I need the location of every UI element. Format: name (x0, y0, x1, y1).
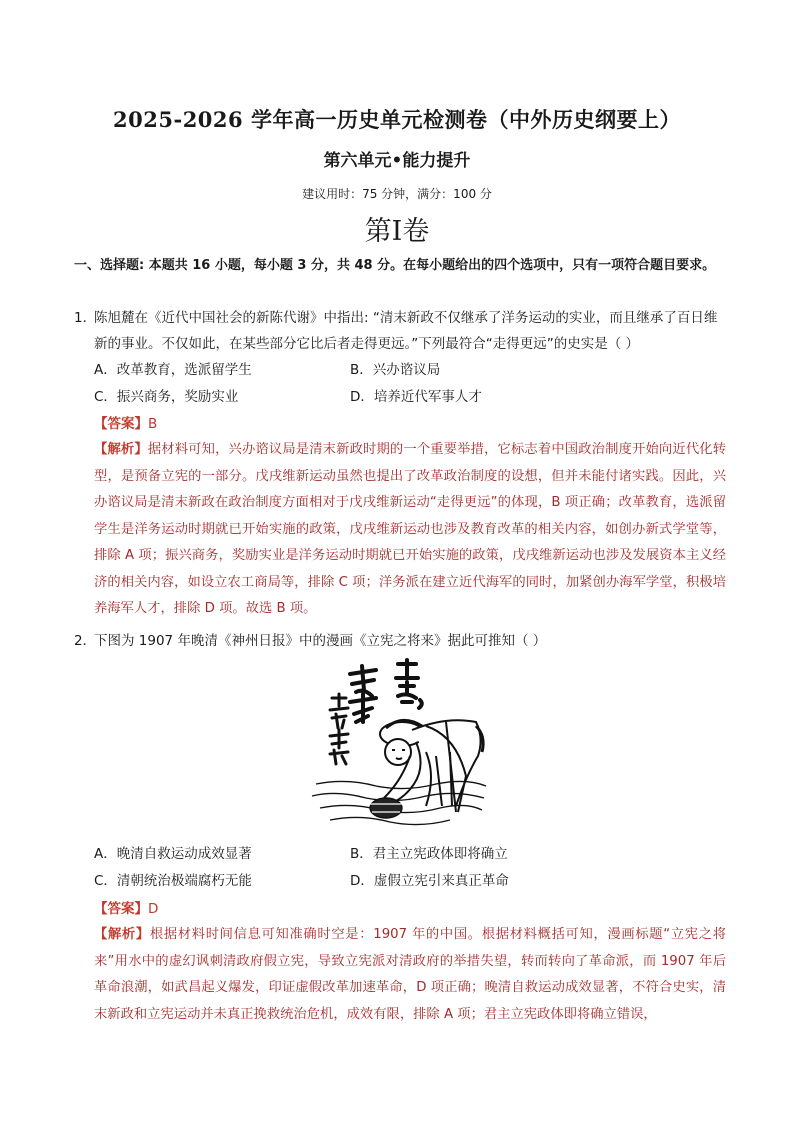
section-instructions: 一、选择题: 本题共 16 小题，每小题 3 分，共 48 分。在每小题给出的四个选项中，只有一项符合题目要求。 (74, 258, 716, 273)
cartoon-figure (380, 720, 483, 812)
answer-value: B (148, 416, 158, 432)
option-d: D．虚假立宪引来真正革命 (350, 873, 509, 889)
question-number: 1． (74, 310, 97, 326)
answer-tag: 【答案】 (94, 901, 148, 917)
question-2-analysis (94, 922, 726, 1028)
cartoon-image (306, 656, 488, 834)
volume-heading: 第Ⅰ卷 (364, 216, 430, 247)
unit-subtitle: 第六单元•能力提升 (323, 151, 471, 171)
option-a: A．改革教育，选派留学生 (94, 362, 252, 378)
option-d: D．培养近代军事人才 (350, 389, 482, 405)
question-1-stem-block (74, 305, 724, 357)
analysis-text: 据材料可知，兴办谘议局是清末新政时期的一个重要举措，它标志着中国政治制度开始向近代化转型，是预备立宪的一部分。戊戌维新运动虽然也提出了改革政治制度的设想，但并未能付诸实践。因此，兴办谘议局是清末新政在政治制度方面相对于戊戌维新运动“走得更远”的体现，B 项正确；改革教育，选派留学生是洋务运动时期就已开始实施的政策，戊戌维新运动也涉及教育改革的相关内容，如创办新式学堂等，排除 A 项；振兴商务，奖励实业是洋务运动时期就已开始实施的政策，戊戌维新运动也涉及发展资本主义经济的相关内容，如设立农工商局等，排除 C 项；洋务派在建立近代海军的同时，加紧创办海军学堂，积极培养海军人才，排除 D 项。故选 B 项。 (94, 442, 727, 616)
option-b: B．兴办谘议局 (350, 362, 441, 378)
question-2-answer (94, 896, 158, 922)
question-1-analysis (94, 437, 726, 623)
question-1-options (94, 357, 654, 411)
analysis-tag: 【解析】 (94, 927, 150, 942)
question-stem: 下图为 1907 年晚清《神州日报》中的漫画《立宪之将来》据此可推知（ ） (94, 633, 547, 649)
option-c: C．清朝统治极端腐朽无能 (94, 873, 252, 889)
option-b: B．君主立宪政体即将确立 (350, 846, 508, 862)
question-stem: 陈旭麓在《近代中国社会的新陈代谢》中指出: “清末新政不仅继承了洋务运动的实业，而且继承了百日维新的事业。不仅如此，在某些部分它比后者走得更远。”下列最符合“走得更远”的史实是（ ） (94, 310, 718, 352)
question-2-stem-block (74, 628, 724, 654)
question-2-options (94, 841, 654, 895)
option-c: C．振兴商务，奖励实业 (94, 389, 239, 405)
page-title: 2025-2026 学年高一历史单元检测卷（中外历史纲要上） (113, 107, 681, 132)
answer-tag: 【答案】 (94, 416, 148, 432)
analysis-text: 根据材料时间信息可知准确时空是：1907 年的中国。根据材料概括可知，漫画标题“立宪之将来”用水中的虚幻讽刺清政府假立宪，导致立宪派对清政府的举措失望，转而转向了革命派，而 1907 年后革命浪潮，如武昌起义爆发，印证虚假改革加速革命，D 项正确；晚清自救运动成效显著，不符合史实，清末新政和立宪运动并未真正挽救统治危机，成效有限，排除 A 项；君主立宪政体即将确立错误， (94, 927, 726, 1022)
question-number: 2． (74, 633, 97, 649)
option-a: A．晚清自救运动成效显著 (94, 846, 252, 862)
analysis-tag: 【解析】 (94, 442, 148, 457)
question-1-answer (94, 411, 157, 437)
answer-value: D (148, 901, 159, 917)
time-score-info: 建议用时：75 分钟，满分：100 分 (302, 187, 492, 201)
